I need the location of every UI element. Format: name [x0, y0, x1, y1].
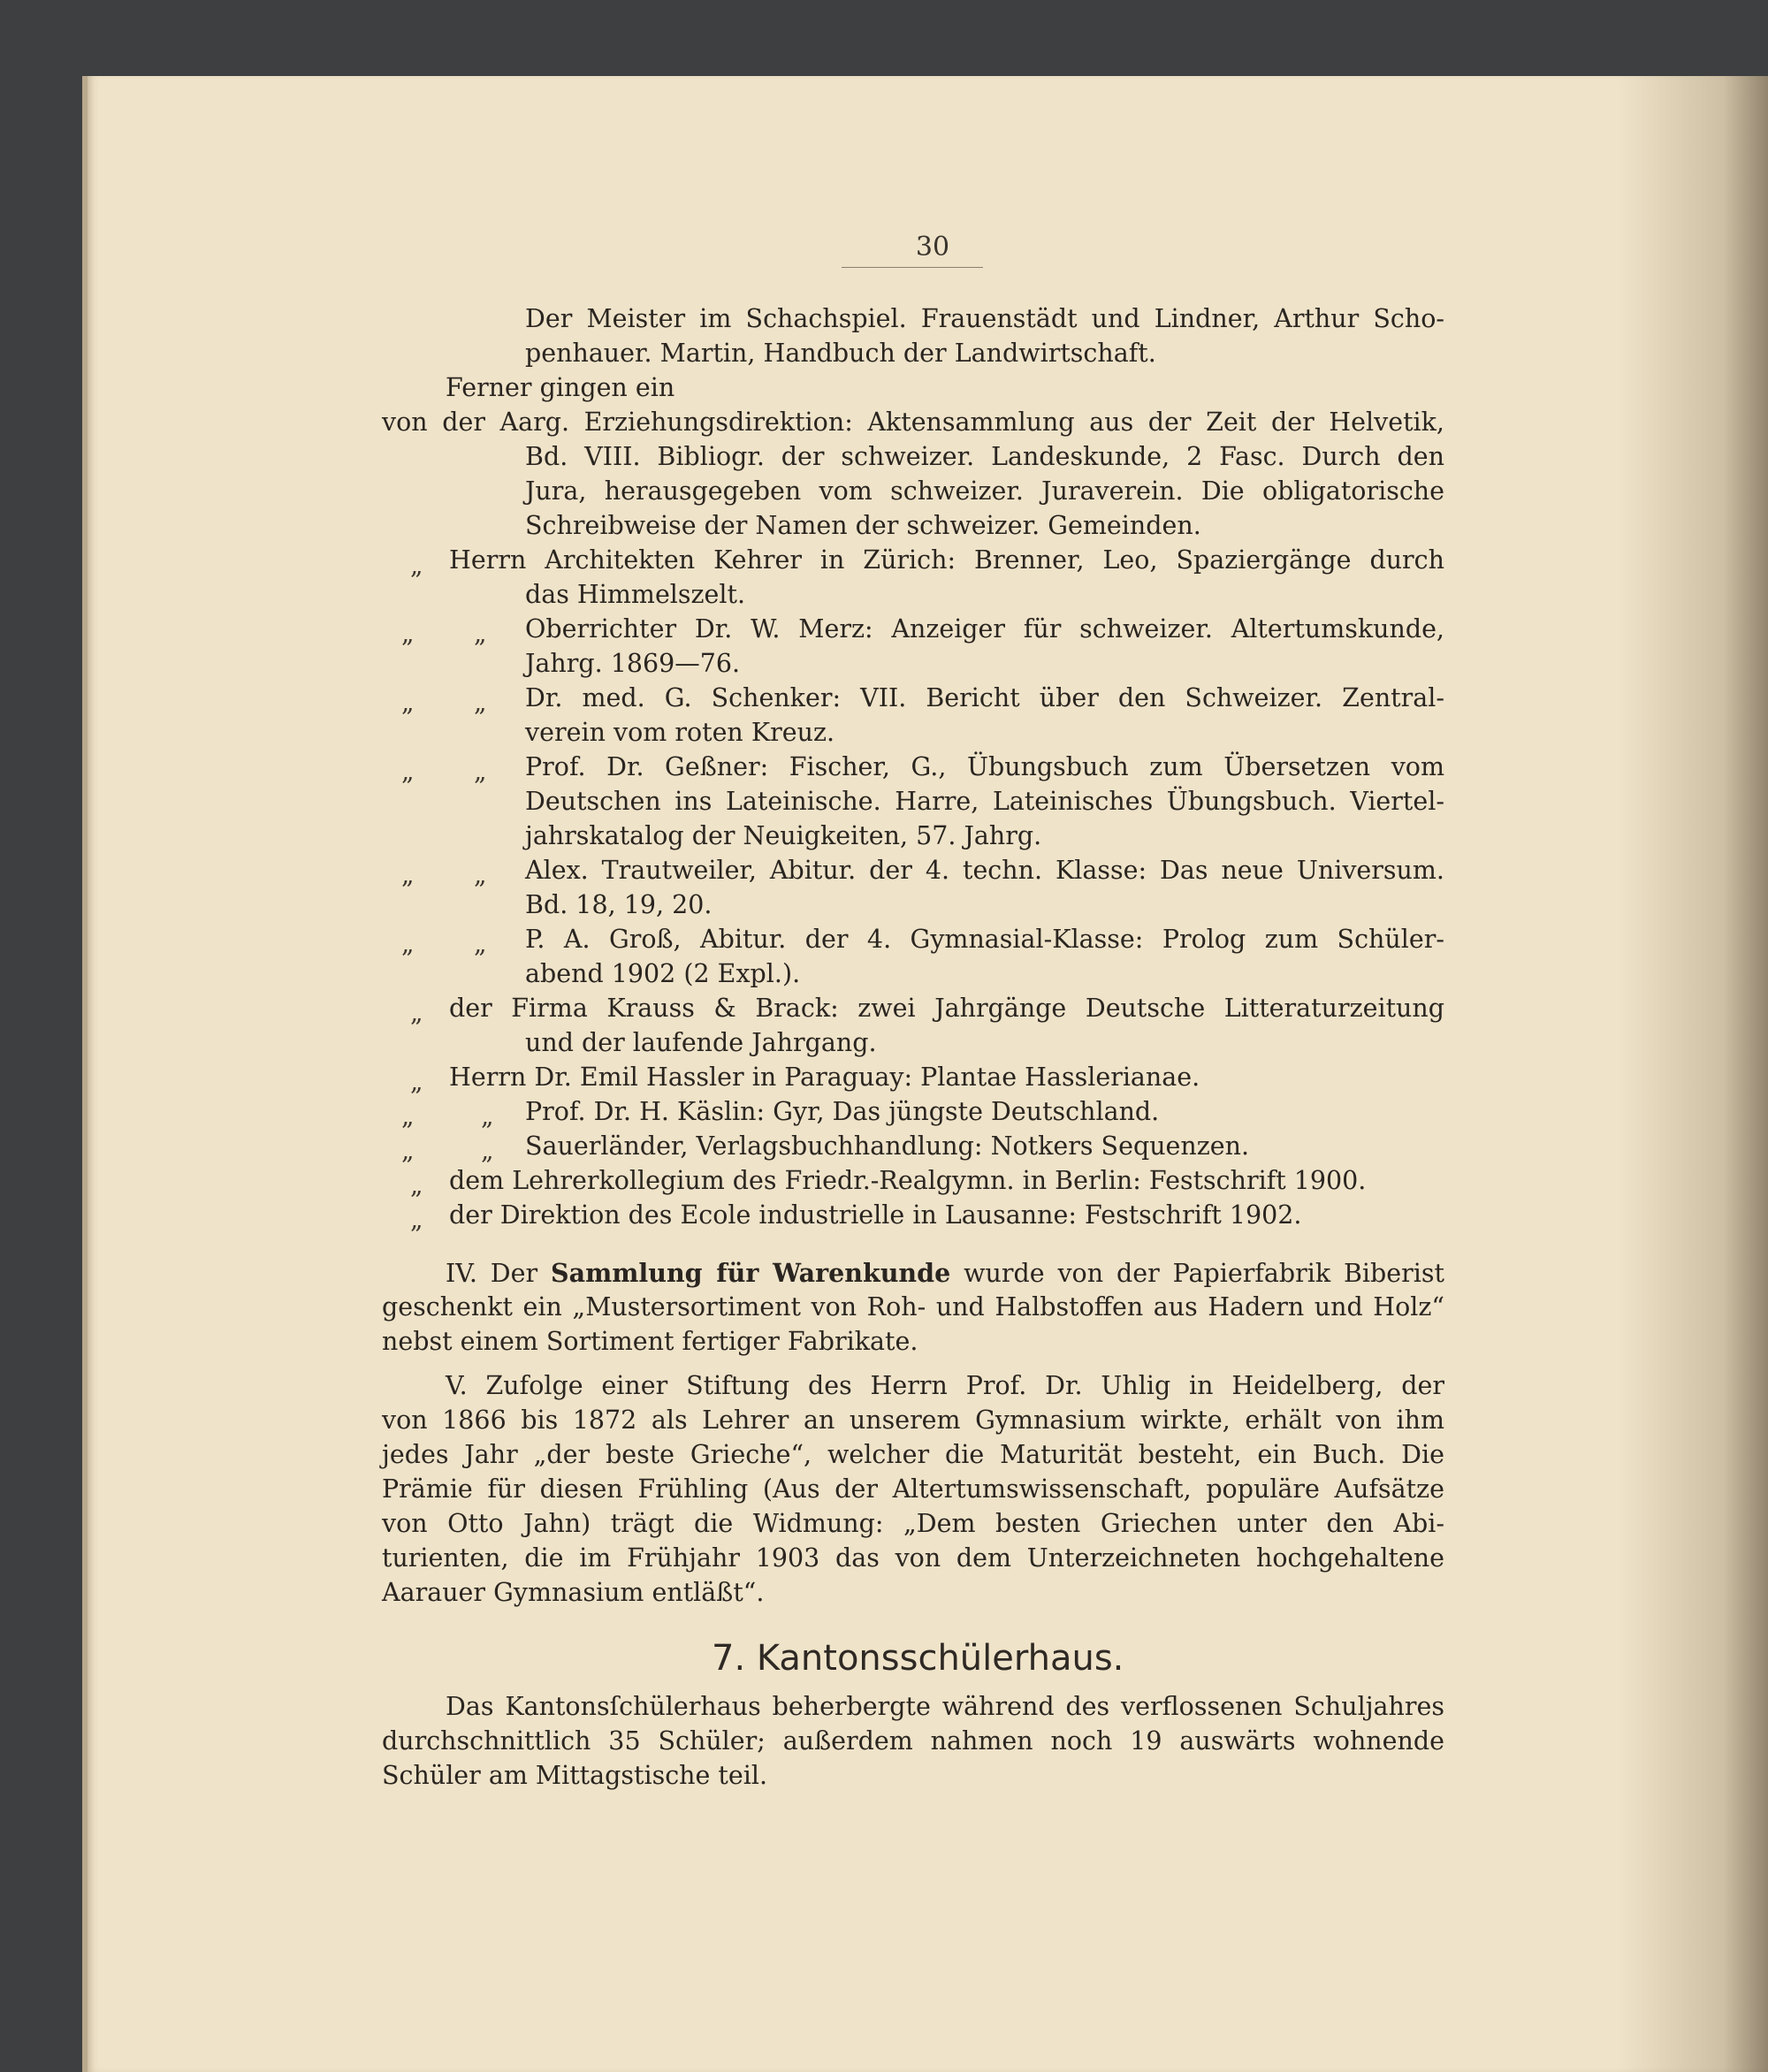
text-line: das Himmelszelt.: [525, 580, 746, 609]
ditto-mark: „: [401, 860, 415, 889]
text-line: Der Meister im Schachspiel. Frauenstädt und Lindner, Arthur Scho-: [525, 304, 1444, 333]
text-line: geschenkt ein „Mustersortiment von Roh- und Halbstoffen aus Hadern und Holz“: [382, 1292, 1444, 1322]
text-line: durchschnittlich 35 Schüler; außerdem nahmen noch 19 auswärts wohnende: [382, 1726, 1444, 1756]
section-heading: 7. Kantonsschülerhaus.: [712, 1638, 1124, 1679]
ditto-mark: „: [401, 757, 415, 786]
text-line: IV. Der Sammlung für Warenkunde wurde von der Papierfabrik Biberist: [446, 1258, 1444, 1288]
ditto-mark: „: [401, 619, 415, 648]
text-line: Alex. Trautweiler, Abitur. der 4. techn. Klasse: Das neue Universum.: [525, 856, 1444, 885]
text-line: Herrn Architekten Kehrer in Zürich: Brenner, Leo, Spaziergänge durch: [449, 545, 1444, 575]
text-line: der Firma Krauss & Brack: zwei Jahrgänge Deutsche Litteraturzeitung: [449, 994, 1444, 1023]
text-line: Prämie für diesen Frühling (Aus der Altertumswissenschaft, populäre Aufsätze: [382, 1474, 1444, 1504]
text-line: Deutschen ins Lateinische. Harre, Lateinisches Übungsbuch. Viertel-: [525, 787, 1444, 816]
text-line: Bd. VIII. Bibliogr. der schweizer. Landeskunde, 2 Fasc. Durch den: [525, 442, 1444, 471]
text-line: Bd. 18, 19, 20.: [525, 890, 713, 919]
ditto-mark: „: [474, 757, 487, 786]
text-line: von 1866 bis 1872 als Lehrer an unserem Gymnasium wirkte, erhält von ihm: [382, 1405, 1444, 1435]
text-line: Prof. Dr. Geßner: Fischer, G., Übungsbuch zum Übersetzen vom: [525, 752, 1444, 781]
text-line: Aarauer Gymnasium entläßt“.: [382, 1578, 765, 1607]
text-line: Ferner gingen ein: [446, 373, 675, 402]
ditto-mark: „: [474, 929, 487, 958]
page-number: 30: [915, 232, 950, 263]
text-line: turienten, die im Frühjahr 1903 das von dem Unterzeichneten hochgehaltene: [382, 1543, 1444, 1573]
text-line: Herrn Dr. Emil Hassler in Paraguay: Plantae Hasslerianae.: [449, 1063, 1200, 1092]
text-line: Dr. med. G. Schenker: VII. Bericht über den Schweizer. Zentral-: [525, 683, 1444, 712]
text-line: von der Aarg. Erziehungsdirektion: Aktensammlung aus der Zeit der Helvetik,: [382, 408, 1444, 437]
ditto-mark: „: [401, 929, 415, 958]
text-line: abend 1902 (2 Expl.).: [525, 959, 801, 988]
ditto-mark: „: [474, 619, 487, 648]
ditto-mark: „: [474, 688, 487, 717]
text-line: penhauer. Martin, Handbuch der Landwirtschaft.: [525, 339, 1156, 368]
text-line: dem Lehrerkollegium des Friedr.-Realgymn. in Berlin: Festschrift 1900.: [449, 1166, 1367, 1195]
ditto-mark: „: [481, 1101, 494, 1131]
ditto-mark: „: [474, 860, 487, 889]
text-line: Oberrichter Dr. W. Merz: Anzeiger für schweizer. Altertumskunde,: [525, 614, 1444, 644]
text-line: P. A. Groß, Abitur. der 4. Gymnasial-Klasse: Prolog zum Schüler-: [525, 925, 1444, 954]
ditto-mark: „: [410, 1067, 423, 1096]
text-line: V. Zufolge einer Stiftung des Herrn Prof. Dr. Uhlig in Heidelberg, der: [446, 1371, 1444, 1400]
text-line: Schüler am Mittagstische teil.: [382, 1761, 768, 1790]
text-line: und der laufende Jahrgang.: [525, 1028, 877, 1057]
text-line: verein vom roten Kreuz.: [525, 718, 835, 747]
ditto-mark: „: [410, 1205, 423, 1234]
text-line: jedes Jahr „der beste Grieche“, welcher die Maturität besteht, ein Buch. Die: [382, 1440, 1444, 1469]
text-line: jahrskatalog der Neuigkeiten, 57. Jahrg.: [525, 821, 1042, 850]
bold-phrase: Sammlung für Warenkunde: [551, 1258, 951, 1288]
text-line: Schreibweise der Namen der schweizer. Gemeinden.: [525, 511, 1201, 540]
ditto-mark: „: [410, 1170, 423, 1200]
text-line: von Otto Jahn) trägt die Widmung: „Dem besten Griechen unter den Abi-: [382, 1509, 1444, 1538]
text-line: nebst einem Sortiment fertiger Fabrikate.: [382, 1327, 918, 1356]
ditto-mark: „: [481, 1136, 494, 1165]
ditto-mark: „: [401, 688, 415, 717]
text-line: Das Kantonsſchülerhaus beherbergte während des verflossenen Schuljahres: [446, 1692, 1444, 1721]
ditto-mark: „: [410, 551, 423, 580]
page-number-rule: [842, 267, 983, 268]
text-line: Sauerländer, Verlagsbuchhandlung: Notkers Sequenzen.: [525, 1131, 1250, 1161]
ditto-mark: „: [401, 1136, 415, 1165]
ditto-mark: „: [410, 998, 423, 1027]
text-line: Prof. Dr. H. Käslin: Gyr, Das jüngste Deutschland.: [525, 1097, 1160, 1126]
text-line: Jura, herausgegeben vom schweizer. Juraverein. Die obligatorische: [525, 476, 1444, 506]
ditto-mark: „: [401, 1101, 415, 1131]
text-line: Jahrg. 1869—76.: [525, 649, 741, 678]
text-line: der Direktion des Ecole industrielle in Lausanne: Festschrift 1902.: [449, 1200, 1302, 1230]
